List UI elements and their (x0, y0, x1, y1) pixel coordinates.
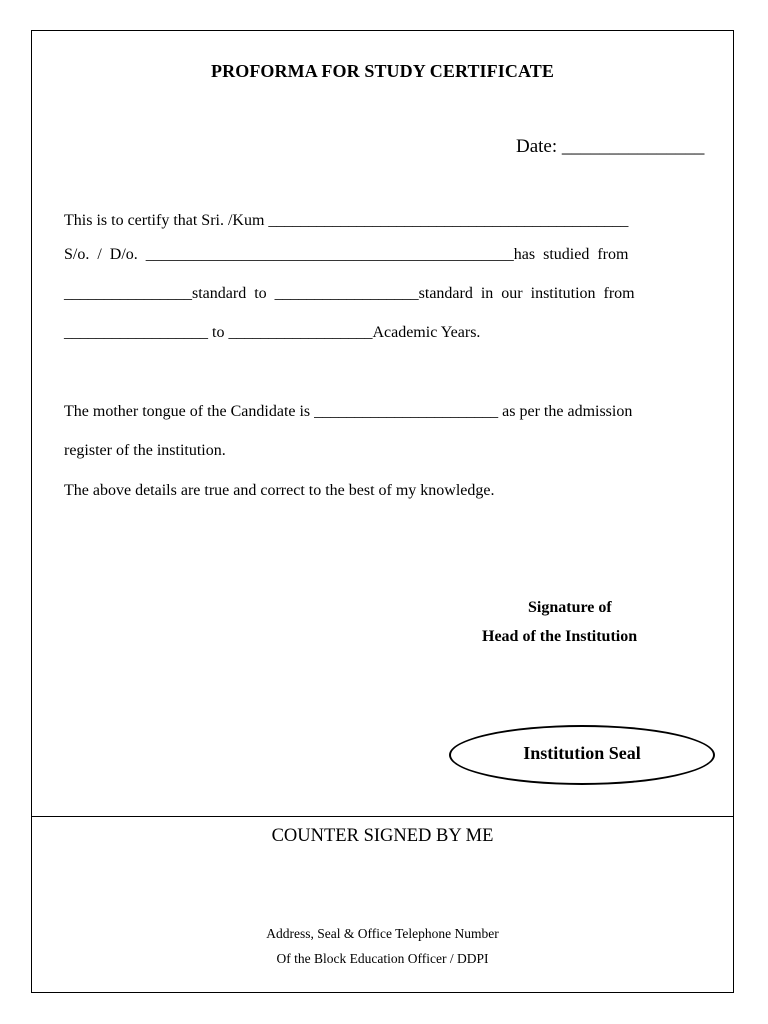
signature-label: Signature of (528, 599, 612, 616)
counter-signed-heading: COUNTER SIGNED BY ME (271, 826, 494, 846)
institution-seal-label: Institution Seal (523, 743, 641, 763)
declaration-line: The above details are true and correct to the best of my knowledge. (64, 482, 495, 499)
document-title: PROFORMA FOR STUDY CERTIFICATE (211, 61, 554, 81)
parent-name-line: S/o. / D/o. ______________________________________________has studied from (64, 246, 629, 263)
section-divider (31, 816, 734, 817)
academic-years-line: __________________ to __________________Academic Years. (64, 324, 481, 341)
date-field: Date: _______________ (516, 136, 705, 157)
certificate-page-border (31, 30, 734, 993)
standard-range-line: ________________standard to __________________standard in our institution from (64, 285, 635, 302)
certify-name-line: This is to certify that Sri. /Kum _____________________________________________ (64, 212, 629, 229)
address-line-2: Of the Block Education Officer / DDPI (276, 951, 489, 966)
mother-tongue-line: The mother tongue of the Candidate is _______________________ as per the admission (64, 403, 633, 420)
head-of-institution-label: Head of the Institution (482, 628, 638, 645)
address-line-1: Address, Seal & Office Telephone Number (266, 926, 499, 941)
admission-register-line: register of the institution. (64, 442, 226, 459)
